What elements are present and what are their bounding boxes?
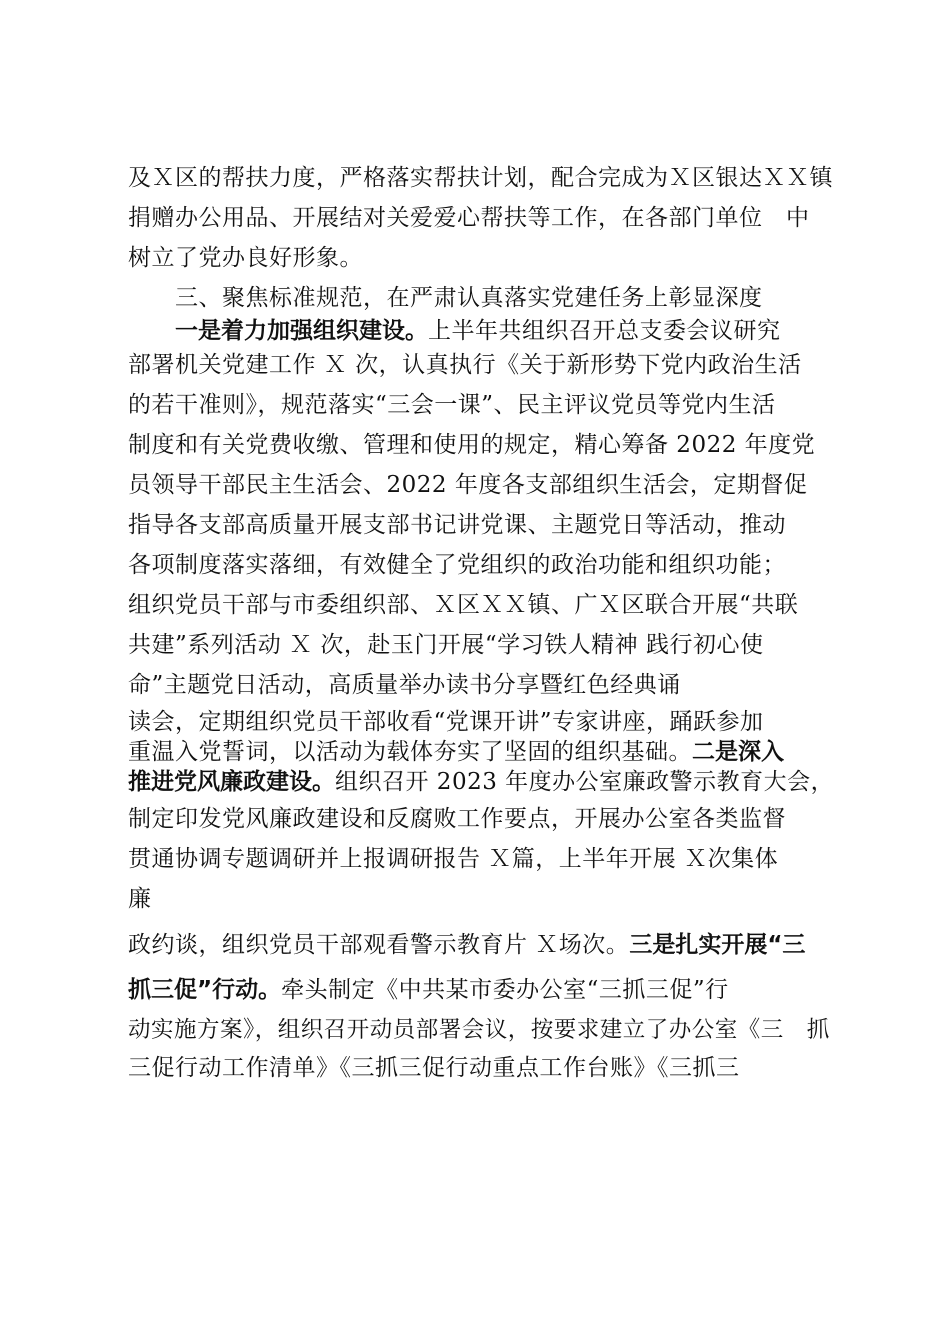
line-text: 读会，定期组织党员干部收看“党课开讲”专家讲座，踊跃参加 [128,709,764,735]
paragraph-line [128,243,363,273]
paragraph-line [175,316,781,346]
line-text: 制度和有关党费收缴、管理和使用的规定，精心筹备 2022 年度党 [128,432,816,458]
paragraph-line [128,470,807,500]
line-text: 各项制度落实落细，有效健全了党组织的政治功能和组织功能； [128,552,786,578]
paragraph-line [128,590,798,620]
line-text: 的若干准则》，规范落实“三会一课”、民主评议党员等党内生活 [128,392,776,418]
line-text: 牵头制定《中共某市委办公室“三抓三促”行 [281,977,729,1003]
bold-subheading: 一是着力加强组织建设。 [175,318,428,344]
paragraph-line [128,430,815,460]
line-text: 树立了党办良好形象。 [128,245,363,271]
line-text: 廉 [128,886,152,912]
section-heading [175,283,763,313]
line-text: 三促行动工作清单》《三抓三促行动重点工作台账》《三抓三 [128,1055,740,1081]
line-text: 部署机关党建工作 Ｘ 次，认真执行《关于新形势下党内政治生活 [128,352,802,378]
paragraph-line [128,975,729,1005]
line-text: 上半年共组织召开总支委会议研究 [428,318,781,344]
heading-text: 三、聚焦标准规范，在严肃认真落实党建任务上彰显深度 [175,285,763,311]
line-text: 员领导干部民主生活会、2022 年度各支部组织生活会，定期督促 [128,472,808,498]
paragraph-line [128,670,681,700]
paragraph-line [128,844,778,874]
paragraph-line [128,350,802,380]
paragraph-line [128,203,810,233]
line-text: 制定印发党风廉政建设和反腐败工作要点，开展办公室各类监督 [128,806,786,832]
paragraph-line [128,630,763,660]
bold-subheading: 推进党风廉政建设。 [128,769,335,795]
line-text: 命”主题党日活动，高质量举办读书分享暨红色经典诵 [128,672,681,698]
bold-subheading: 二是深入 [692,739,784,765]
line-text: 及Ｘ区的帮扶力度，严格落实帮扶计划，配合完成为Ｘ区银达ＸＸ镇 [128,165,833,191]
line-text: 贯通协调专题调研并上报调研报告 Ｘ篇，上半年开展 Ｘ次集体 [128,846,779,872]
paragraph-line [128,1053,740,1083]
line-text: 共建”系列活动 Ｘ 次，赴玉门开展“学习铁人精神 践行初心使 [128,632,764,658]
paragraph-line [128,510,786,540]
paragraph-line [128,804,786,834]
bold-subheading: 三是扎实开展“三 [629,932,806,958]
bold-subheading: 抓三促”行动。 [128,977,282,1003]
line-text: 重温入党誓词，以活动为载体夯实了坚固的组织基础。 [128,739,692,765]
line-text: 动实施方案》，组织召开动员部署会议，按要求建立了办公室《三 抓 [128,1017,830,1043]
paragraph-line [128,737,784,767]
line-text: 组织党员干部与市委组织部、Ｘ区ＸＸ镇、广Ｘ区联合开展“共联 [128,592,799,618]
line-text: 捐赠办公用品、开展结对关爱爱心帮扶等工作，在各部门单位 中 [128,205,810,231]
paragraph-line [128,1015,830,1045]
paragraph-line [128,930,805,960]
paragraph-line [128,550,786,580]
line-text: 组织召开 2023 年度办公室廉政警示教育大会， [335,769,835,795]
line-text: 指导各支部高质量开展支部书记讲党课、主题党日等活动，推动 [128,512,786,538]
paragraph-line [128,390,776,420]
paragraph-line [128,707,764,737]
paragraph-line [128,884,152,914]
paragraph-line [128,163,833,193]
paragraph-line [128,767,834,797]
line-text: 政约谈，组织党员干部观看警示教育片 Ｘ场次。 [128,932,630,958]
